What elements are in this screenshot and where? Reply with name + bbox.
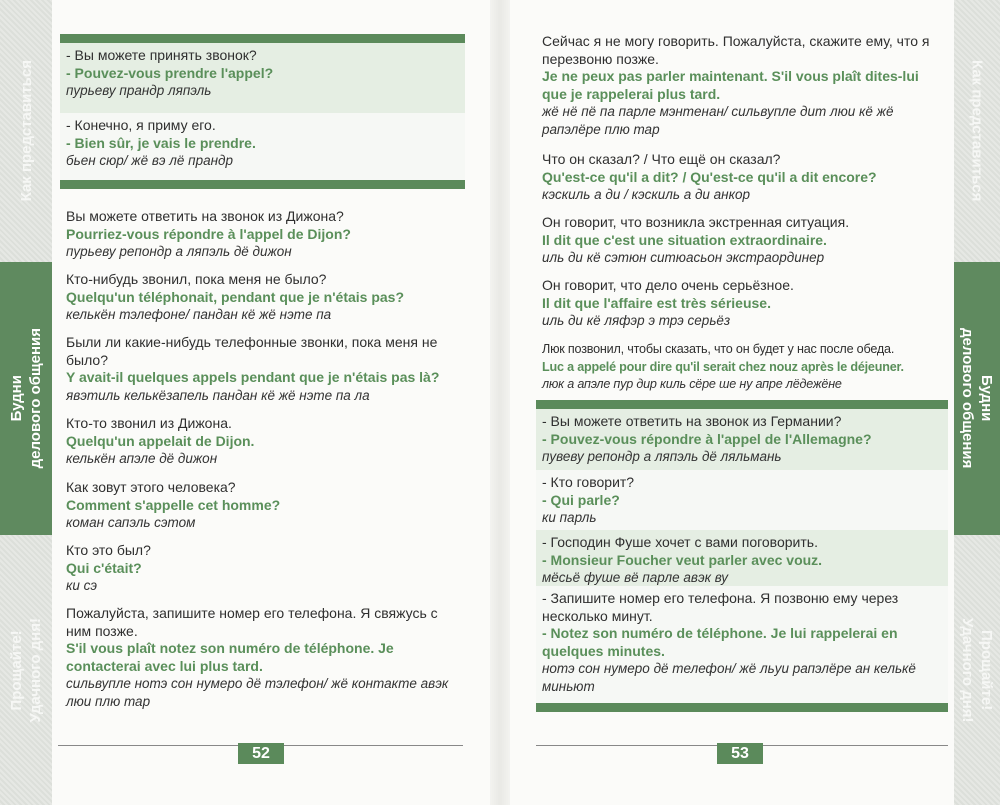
phrase-entry — [60, 271, 465, 324]
phrase-entry — [60, 415, 465, 468]
transcription: бьен сюр/ жё вэ лё прандр — [66, 153, 233, 168]
russian-text: Сейчас я не могу говорить. Пожалуйста, скажите ему, что я перезвоню позже. — [542, 33, 930, 67]
transcription: келькён апэле дё дижон — [66, 451, 218, 466]
french-text: Quelqu'un appelait de Dijon. — [66, 432, 255, 449]
french-text: Qui c'était? — [66, 559, 142, 576]
french-text: - Pouvez-vous prendre l'appel? — [66, 64, 274, 81]
phrase-entry — [536, 214, 948, 267]
russian-text: Он говорит, что возникла экстренная ситуация. — [542, 214, 850, 230]
tab-goodbye[interactable] — [954, 535, 1000, 805]
phrase-entry — [60, 208, 465, 261]
transcription: кэскиль а ди / кэскиль а ди анкор — [542, 187, 751, 202]
page-number: 52 — [238, 743, 284, 764]
french-text: Y avait-il quelques appels pendant que je n'étais pas là? — [66, 369, 440, 385]
french-text: S'il vous plaît notez son numéro de téléphone. Je contacterai avec lui plus tard. — [66, 640, 394, 674]
tab-label: Как представиться — [17, 60, 35, 202]
transcription: нотэ сон нумеро дё телефон/ жё льуи рапэлёре ан келькё миньют — [542, 661, 916, 694]
dialog-line — [60, 43, 465, 113]
transcription: иль ди кё ляфэр э трэ серьёз — [542, 313, 731, 328]
french-text: Luc a appelé pour dire qu'il serait chez nouz après le déjeuner. — [542, 359, 904, 374]
russian-text: Как зовут этого человека? — [66, 479, 236, 495]
russian-text: - Вы можете ответить на звонок из Германии? — [542, 413, 842, 429]
tab-label: Будни делового общения — [8, 328, 44, 469]
phrase-entry — [60, 605, 465, 710]
phrase-entry — [536, 33, 948, 138]
transcription: пурьеву прандр ляпэль — [66, 83, 212, 98]
tab-label: Как представиться — [968, 60, 986, 202]
tab-goodbye[interactable] — [0, 535, 52, 805]
russian-text: - Вы можете принять звонок? — [66, 47, 257, 63]
tab-introduce[interactable] — [954, 0, 1000, 262]
divider-bar — [60, 180, 465, 189]
transcription: ки сэ — [66, 578, 98, 593]
russian-text: Кто это был? — [66, 542, 151, 558]
right-page — [510, 0, 1000, 805]
french-text: Quelqu'un téléphonait, pendant que je n'étais pas? — [66, 288, 405, 305]
tab-label: Прощайте! Удачного дня! — [959, 617, 995, 723]
dialog-line — [536, 470, 948, 530]
dialog-line — [536, 530, 948, 586]
russian-text: Он говорит, что дело очень серьёзное. — [542, 277, 794, 293]
divider-bar — [60, 34, 465, 43]
russian-text: Были ли какие-нибудь телефонные звонки, пока меня не было? — [66, 334, 438, 368]
book-gutter — [490, 0, 510, 805]
divider-bar — [536, 703, 948, 712]
dialog-line — [536, 586, 948, 703]
transcription: коман сапэль сэтом — [66, 515, 196, 530]
phrase-entry — [536, 151, 948, 204]
russian-text: - Кто говорит? — [542, 474, 635, 490]
russian-text: - Господин Фуше хочет с вами поговорить. — [542, 534, 818, 550]
tab-introduce[interactable] — [0, 0, 52, 262]
french-text: Qu'est-ce qu'il a dit? / Qu'est-ce qu'il a dit encore? — [542, 168, 877, 185]
russian-text: Что он сказал? / Что ещё он сказал? — [542, 151, 781, 167]
french-text: - Pouvez-vous répondre à l'appel de l'Allemagne? — [542, 430, 872, 447]
phrase-entry — [60, 542, 465, 595]
transcription: пувеву репондр а ляпэль дё ляльмань — [542, 449, 782, 464]
tab-label: Будни делового общения — [959, 328, 995, 469]
transcription: ки парль — [542, 510, 597, 525]
russian-text: - Конечно, я приму его. — [66, 117, 216, 133]
tab-business[interactable] — [0, 262, 52, 535]
page-number: 53 — [717, 743, 763, 764]
french-text: Comment s'appelle cet homme? — [66, 496, 281, 513]
transcription: келькён тэлефоне/ пандан кё жё нэте па — [66, 307, 332, 322]
russian-text: Вы можете ответить на звонок из Дижона? — [66, 208, 344, 224]
french-text: - Qui parle? — [542, 491, 620, 508]
left-page — [0, 0, 490, 805]
transcription: иль ди кё сэтюн ситюасьон экстраординер — [542, 250, 825, 265]
russian-text: Кто-нибудь звонил, пока меня не было? — [66, 271, 327, 287]
phrase-entry — [536, 277, 948, 330]
section-tabs — [0, 0, 52, 805]
french-text: - Bien sûr, je vais le prendre. — [66, 134, 256, 151]
transcription: сильвупле нотэ сон нумеро дё тэлефон/ жё контакте авэк люи плю тар — [66, 676, 449, 709]
transcription: явэтиль келькёзапель пандан кё жё нэте па ла — [66, 387, 370, 403]
divider-bar — [536, 400, 948, 409]
transcription: пурьеву репондр а ляпэль дё дижон — [66, 244, 292, 259]
french-text: Je ne peux pas parler maintenant. S'il vous plaît dites-lui que je rappelerai plus tard. — [542, 68, 919, 102]
phrase-entry — [60, 334, 465, 404]
transcription: мёсьё фуше вё парле авэк ву — [542, 570, 729, 585]
russian-text: Пожалуйста, запишите номер его телефона. Я свяжусь с ним позже. — [66, 605, 438, 639]
phrase-entry — [60, 479, 465, 532]
french-text: Il dit que c'est une situation extraordinaire. — [542, 231, 827, 248]
french-text: Pourriez-vous répondre à l'appel de Dijon? — [66, 225, 351, 242]
french-text: Il dit que l'affaire est très sérieuse. — [542, 294, 771, 311]
section-tabs — [954, 0, 1000, 805]
transcription: жё нё пё па парле мэнтенан/ сильвупле дит люи кё жё рапэлёре плю тар — [542, 104, 894, 137]
russian-text: - Запишите номер его телефона. Я позвоню ему через несколько минут. — [542, 590, 899, 624]
dialog-line — [536, 409, 948, 470]
transcription: люк а апэле пур дир киль сёре ше ну апре лёдежёне — [542, 377, 842, 391]
russian-text: Люк позвонил, чтобы сказать, что он будет у нас после обеда. — [542, 342, 895, 356]
french-text: - Notez son numéro de téléphone. Je lui rappelerai en quelques minutes. — [542, 625, 898, 659]
tab-business[interactable] — [954, 262, 1000, 535]
russian-text: Кто-то звонил из Дижона. — [66, 415, 232, 431]
tab-label: Прощайте! Удачного дня! — [8, 617, 44, 723]
french-text: - Monsieur Foucher veut parler avec vouz. — [542, 551, 823, 568]
phrase-entry — [536, 341, 948, 394]
dialog-line — [60, 113, 465, 180]
